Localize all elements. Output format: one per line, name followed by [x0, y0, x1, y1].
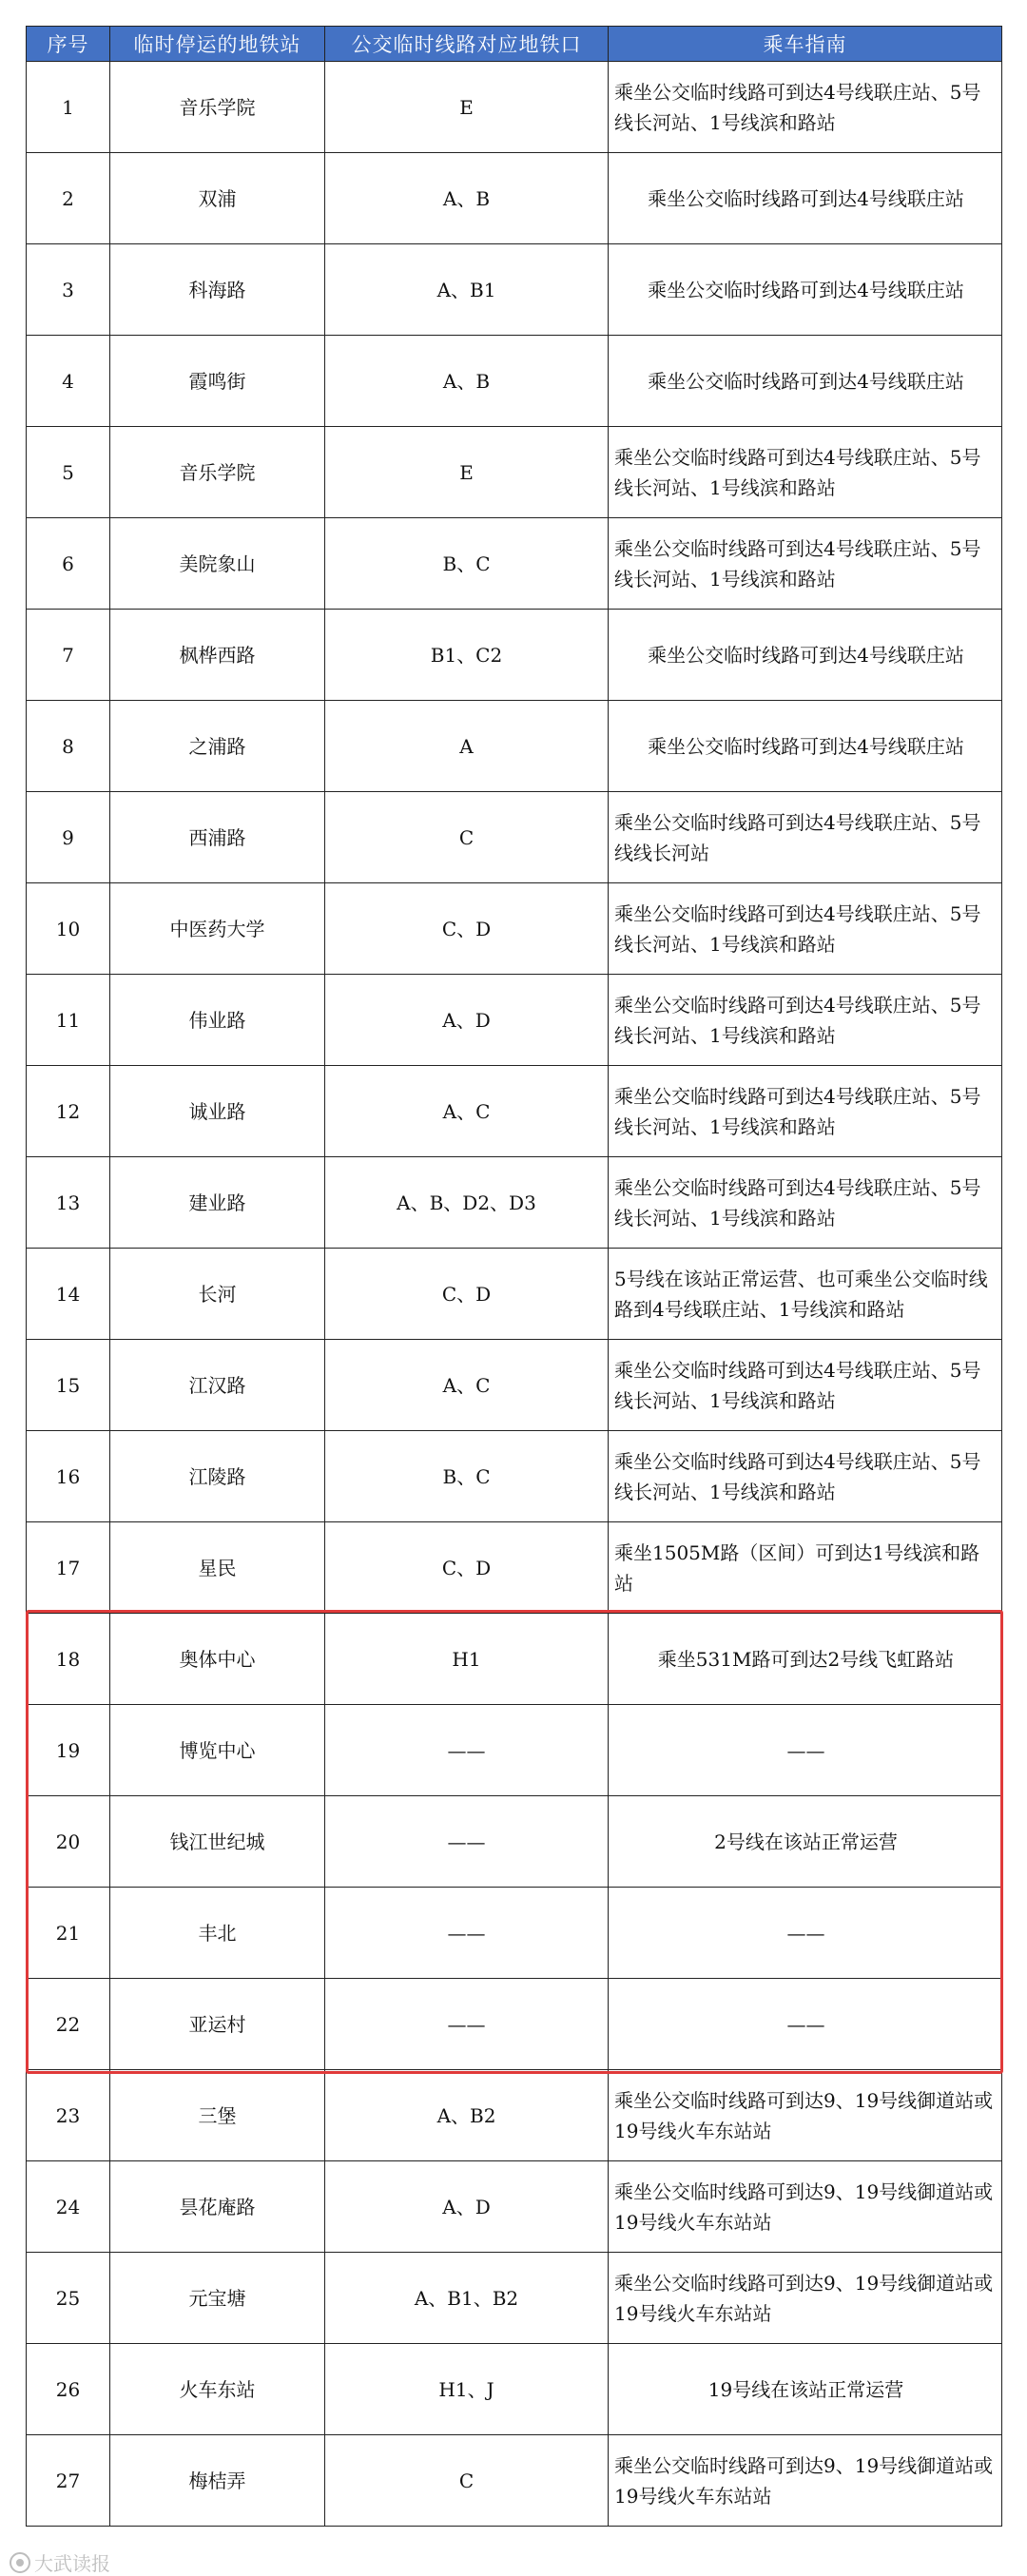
cell-station: 江汉路 — [110, 1340, 325, 1431]
header-row — [27, 27, 1002, 62]
cell-guide: 乘坐公交临时线路可到达9、19号线御道站或19号线火车东站站 — [609, 2253, 1002, 2344]
cell-exits: B、C — [325, 518, 609, 610]
cell-serial: 18 — [27, 1614, 110, 1705]
cell-station: 科海路 — [110, 244, 325, 336]
cell-station: 奥体中心 — [110, 1614, 325, 1705]
cell-guide: 乘坐公交临时线路可到达4号线联庄站 — [609, 336, 1002, 427]
cell-guide: 乘坐公交临时线路可到达4号线联庄站、5号线长河站、1号线滨和路站 — [609, 883, 1002, 975]
cell-serial: 4 — [27, 336, 110, 427]
cell-station: 昙花庵路 — [110, 2161, 325, 2253]
cell-guide: —— — [609, 1979, 1002, 2070]
cell-exits: A、C — [325, 1066, 609, 1157]
cell-serial: 7 — [27, 610, 110, 701]
watermark-text: 大武读报 — [34, 2552, 110, 2575]
cell-guide: 乘坐公交临时线路可到达4号线联庄站、5号线长河站、1号线滨和路站 — [609, 1066, 1002, 1157]
table-row — [27, 427, 1002, 518]
cell-serial: 10 — [27, 883, 110, 975]
cell-exits: C — [325, 792, 609, 883]
table-row — [27, 792, 1002, 883]
cell-guide: 乘坐公交临时线路可到达4号线联庄站、5号线长河站、1号线滨和路站 — [609, 62, 1002, 153]
cell-station: 长河 — [110, 1249, 325, 1340]
cell-exits: C — [325, 2435, 609, 2527]
cell-guide: 乘坐公交临时线路可到达4号线联庄站、5号线长河站、1号线滨和路站 — [609, 975, 1002, 1066]
cell-guide: 乘坐公交临时线路可到达4号线联庄站 — [609, 610, 1002, 701]
cell-guide: 乘坐公交临时线路可到达4号线联庄站 — [609, 244, 1002, 336]
cell-serial: 9 — [27, 792, 110, 883]
logo-circle-icon — [10, 2552, 30, 2573]
table-row — [27, 62, 1002, 153]
table-body — [27, 62, 1002, 2527]
cell-station: 美院象山 — [110, 518, 325, 610]
cell-serial: 22 — [27, 1979, 110, 2070]
cell-station: 建业路 — [110, 1157, 325, 1249]
cell-exits: B1、C2 — [325, 610, 609, 701]
cell-exits: H1 — [325, 1614, 609, 1705]
cell-serial: 19 — [27, 1705, 110, 1796]
cell-serial: 2 — [27, 153, 110, 244]
table-row — [27, 518, 1002, 610]
table-row — [27, 244, 1002, 336]
cell-serial: 20 — [27, 1796, 110, 1888]
cell-station: 音乐学院 — [110, 62, 325, 153]
cell-station: 诚业路 — [110, 1066, 325, 1157]
cell-station: 江陵路 — [110, 1431, 325, 1522]
cell-station: 伟业路 — [110, 975, 325, 1066]
cell-station: 丰北 — [110, 1888, 325, 1979]
cell-serial: 1 — [27, 62, 110, 153]
table-row — [27, 883, 1002, 975]
cell-station: 钱江世纪城 — [110, 1796, 325, 1888]
cell-station: 博览中心 — [110, 1705, 325, 1796]
cell-station: 梅桔弄 — [110, 2435, 325, 2527]
cell-guide: 19号线在该站正常运营 — [609, 2344, 1002, 2435]
cell-serial: 24 — [27, 2161, 110, 2253]
table-row — [27, 1066, 1002, 1157]
table-row — [27, 1249, 1002, 1340]
table-row — [27, 336, 1002, 427]
watermark — [10, 2548, 110, 2576]
cell-serial: 6 — [27, 518, 110, 610]
table-row — [27, 1340, 1002, 1431]
suspended-stations-table — [26, 26, 1002, 2527]
cell-station: 火车东站 — [110, 2344, 325, 2435]
cell-exits: A、B — [325, 336, 609, 427]
cell-station: 音乐学院 — [110, 427, 325, 518]
cell-station: 星民 — [110, 1522, 325, 1614]
cell-guide: 乘坐1505M路（区间）可到达1号线滨和路站 — [609, 1522, 1002, 1614]
cell-serial: 12 — [27, 1066, 110, 1157]
cell-guide: 乘坐公交临时线路可到达4号线联庄站、5号线长河站、1号线滨和路站 — [609, 1340, 1002, 1431]
table-row — [27, 975, 1002, 1066]
cell-serial: 8 — [27, 701, 110, 792]
cell-serial: 25 — [27, 2253, 110, 2344]
cell-exits: C、D — [325, 883, 609, 975]
table-row — [27, 1796, 1002, 1888]
cell-serial: 13 — [27, 1157, 110, 1249]
cell-exits: E — [325, 427, 609, 518]
table-row — [27, 2344, 1002, 2435]
cell-serial: 15 — [27, 1340, 110, 1431]
cell-guide: 乘坐公交临时线路可到达4号线联庄站 — [609, 153, 1002, 244]
table-row — [27, 1888, 1002, 1979]
cell-exits: A、D — [325, 975, 609, 1066]
header-exits: 公交临时线路对应地铁口 — [325, 27, 609, 62]
cell-guide: 乘坐公交临时线路可到达4号线联庄站 — [609, 701, 1002, 792]
cell-exits: —— — [325, 1979, 609, 2070]
table-row — [27, 1157, 1002, 1249]
cell-exits: A、B1、B2 — [325, 2253, 609, 2344]
table-row — [27, 2253, 1002, 2344]
cell-station: 西浦路 — [110, 792, 325, 883]
table-header — [27, 27, 1002, 62]
header-guide: 乘车指南 — [609, 27, 1002, 62]
cell-serial: 27 — [27, 2435, 110, 2527]
cell-guide: 2号线在该站正常运营 — [609, 1796, 1002, 1888]
cell-exits: —— — [325, 1796, 609, 1888]
cell-exits: C、D — [325, 1522, 609, 1614]
cell-guide: 乘坐公交临时线路可到达4号线联庄站、5号线长河站、1号线滨和路站 — [609, 1157, 1002, 1249]
cell-serial: 14 — [27, 1249, 110, 1340]
table-row — [27, 1614, 1002, 1705]
cell-serial: 21 — [27, 1888, 110, 1979]
cell-station: 元宝塘 — [110, 2253, 325, 2344]
cell-guide: 乘坐公交临时线路可到达9、19号线御道站或19号线火车东站站 — [609, 2435, 1002, 2527]
station-table-container — [26, 26, 1001, 2527]
table-row — [27, 1979, 1002, 2070]
cell-exits: C、D — [325, 1249, 609, 1340]
cell-serial: 3 — [27, 244, 110, 336]
cell-exits: A、B1 — [325, 244, 609, 336]
cell-serial: 5 — [27, 427, 110, 518]
cell-guide: 5号线在该站正常运营、也可乘坐公交临时线路到4号线联庄站、1号线滨和路站 — [609, 1249, 1002, 1340]
cell-guide: 乘坐公交临时线路可到达9、19号线御道站或19号线火车东站站 — [609, 2161, 1002, 2253]
cell-exits: —— — [325, 1888, 609, 1979]
table-row — [27, 1431, 1002, 1522]
table-row — [27, 610, 1002, 701]
table-row — [27, 1705, 1002, 1796]
table-row — [27, 1522, 1002, 1614]
cell-serial: 26 — [27, 2344, 110, 2435]
cell-guide: 乘坐公交临时线路可到达4号线联庄站、5号线长河站、1号线滨和路站 — [609, 518, 1002, 610]
cell-guide: 乘坐公交临时线路可到达4号线联庄站、5号线长河站、1号线滨和路站 — [609, 1431, 1002, 1522]
cell-station: 霞鸣街 — [110, 336, 325, 427]
cell-exits: A、B、D2、D3 — [325, 1157, 609, 1249]
table-row — [27, 2070, 1002, 2161]
cell-exits: E — [325, 62, 609, 153]
cell-guide: 乘坐531M路可到达2号线飞虹路站 — [609, 1614, 1002, 1705]
table-row — [27, 2161, 1002, 2253]
cell-exits: A、D — [325, 2161, 609, 2253]
cell-station: 中医药大学 — [110, 883, 325, 975]
cell-exits: A、C — [325, 1340, 609, 1431]
cell-serial: 23 — [27, 2070, 110, 2161]
cell-exits: A、B — [325, 153, 609, 244]
cell-serial: 17 — [27, 1522, 110, 1614]
cell-guide: —— — [609, 1705, 1002, 1796]
cell-station: 之浦路 — [110, 701, 325, 792]
cell-station: 亚运村 — [110, 1979, 325, 2070]
cell-station: 双浦 — [110, 153, 325, 244]
cell-exits: B、C — [325, 1431, 609, 1522]
cell-guide: 乘坐公交临时线路可到达9、19号线御道站或19号线火车东站站 — [609, 2070, 1002, 2161]
cell-exits: H1、J — [325, 2344, 609, 2435]
cell-exits: A — [325, 701, 609, 792]
cell-guide: 乘坐公交临时线路可到达4号线联庄站、5号线长河站、1号线滨和路站 — [609, 427, 1002, 518]
cell-exits: —— — [325, 1705, 609, 1796]
table-row — [27, 701, 1002, 792]
cell-exits: A、B2 — [325, 2070, 609, 2161]
table-row — [27, 2435, 1002, 2527]
header-station: 临时停运的地铁站 — [110, 27, 325, 62]
cell-guide: 乘坐公交临时线路可到达4号线联庄站、5号线线长河站 — [609, 792, 1002, 883]
table-row — [27, 153, 1002, 244]
header-serial: 序号 — [27, 27, 110, 62]
cell-station: 三堡 — [110, 2070, 325, 2161]
cell-serial: 16 — [27, 1431, 110, 1522]
cell-guide: —— — [609, 1888, 1002, 1979]
cell-serial: 11 — [27, 975, 110, 1066]
cell-station: 枫桦西路 — [110, 610, 325, 701]
